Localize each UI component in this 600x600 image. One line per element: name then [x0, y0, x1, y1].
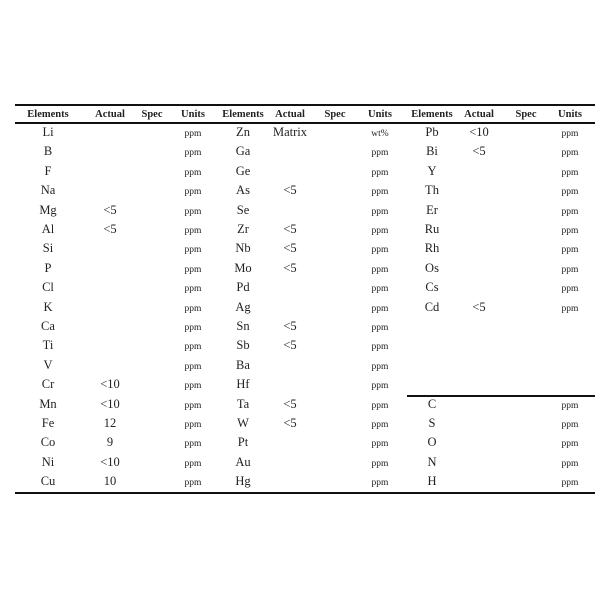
table-cell-units: ppm: [561, 439, 579, 450]
table-cell-actual: <5: [283, 183, 297, 198]
table-cell-units: ppm: [371, 148, 389, 159]
table-cell-element: As: [236, 183, 250, 198]
table-cell-element: Cs: [425, 280, 439, 295]
table-cell-element: Ni: [41, 454, 55, 469]
table-cell-element: Er: [426, 202, 438, 217]
table-cell-units: ppm: [371, 187, 389, 198]
column-header-element: Elements: [411, 109, 453, 120]
table-cell-units: ppm: [184, 478, 202, 489]
table-cell-units: ppm: [184, 206, 202, 217]
table-cell-units: ppm: [184, 323, 202, 333]
table-cell-actual: <5: [283, 319, 297, 333]
table-cell-units: ppm: [184, 420, 202, 430]
table-cell-element: Sb: [236, 338, 250, 353]
table-cell-element: C: [427, 396, 437, 411]
table-cell-units: ppm: [561, 420, 579, 430]
table-cell-units: ppm: [184, 284, 202, 295]
table-cell-actual: <5: [283, 222, 297, 236]
table-cell-element: Hf: [236, 377, 250, 392]
table-cell-element: Si: [42, 241, 54, 256]
table-cell-actual: <5: [472, 299, 486, 314]
table-cell-units: ppm: [561, 206, 579, 217]
table-cell-units: ppm: [371, 284, 389, 295]
table-cell-units: ppm: [184, 245, 202, 256]
table-cell-units: ppm: [371, 458, 389, 469]
column-header-spec: Spec: [515, 109, 537, 120]
table-cell-units: ppm: [184, 342, 202, 353]
table-cell-actual: <5: [103, 202, 117, 217]
table-cell-units: ppm: [371, 400, 389, 411]
table-cell-element: Cu: [40, 474, 56, 489]
table-cell-element: Ge: [235, 163, 251, 178]
table-cell-element: Al: [41, 222, 55, 236]
table-cell-units: ppm: [561, 187, 579, 198]
table-cell-units: ppm: [561, 400, 579, 411]
table-cell-units: ppm: [371, 245, 389, 256]
table-cell-element: Mo: [234, 260, 252, 275]
table-cell-element: Pb: [425, 125, 439, 139]
table-cell-units: ppm: [371, 303, 389, 314]
table-cell-element: Pt: [237, 435, 249, 450]
table-cell-element: Rh: [424, 241, 440, 256]
table-cell-units: ppm: [371, 206, 389, 217]
table-cell-units: ppm: [184, 458, 202, 469]
column-header-units: Units: [181, 109, 205, 120]
column-header-actual: Actual: [275, 109, 305, 120]
table-cell-units: ppm: [184, 187, 202, 198]
table-cell-element: Na: [40, 183, 56, 198]
table-cell-element: Y: [427, 163, 437, 178]
table-cell-units: ppm: [371, 420, 389, 430]
table-cell-element: F: [44, 163, 52, 178]
top-rule: [15, 104, 595, 106]
table-cell-element: Nb: [235, 241, 251, 256]
table-cell-element: Se: [236, 202, 250, 217]
table-cell-units: ppm: [561, 284, 579, 295]
column-header-element: Elements: [222, 109, 264, 120]
table-cell-actual: <5: [103, 222, 117, 236]
table-cell-units: wt%: [371, 129, 389, 139]
table-cell-element: Hg: [235, 474, 251, 489]
table-cell-actual: <5: [472, 144, 486, 159]
table-cell-element: Ti: [42, 338, 54, 353]
bottom-rule: [15, 492, 595, 494]
table-cell-units: ppm: [561, 478, 579, 489]
table-cell-actual: 12: [103, 416, 117, 430]
table-cell-units: ppm: [371, 439, 389, 450]
table-cell-units: ppm: [371, 226, 389, 236]
table-cell-element: Li: [42, 125, 54, 139]
table-cell-units: ppm: [184, 148, 202, 159]
header-rule: [15, 122, 595, 124]
table-cell-element: Ga: [235, 144, 251, 159]
table-cell-actual: <10: [100, 377, 120, 392]
table-cell-element: Zr: [237, 222, 249, 236]
table-cell-element: Ta: [236, 396, 250, 411]
table-cell-element: W: [237, 416, 249, 430]
table-cell-element: Ag: [235, 299, 251, 314]
column-header-actual: Actual: [464, 109, 494, 120]
table-cell-element: K: [43, 299, 53, 314]
column-header-element: Elements: [27, 109, 69, 120]
table-cell-element: S: [428, 416, 436, 430]
table-cell-element: Cd: [424, 299, 440, 314]
table-cell-element: Au: [235, 454, 251, 469]
table-cell-units: ppm: [184, 167, 202, 178]
table-cell-units: ppm: [561, 245, 579, 256]
table-cell-actual: <5: [283, 241, 297, 256]
column-header-units: Units: [558, 109, 582, 120]
table-cell-element: Fe: [41, 416, 55, 430]
table-cell-actual: 9: [106, 435, 114, 450]
table-cell-element: Ca: [41, 319, 55, 333]
table-cell-actual: <10: [469, 125, 489, 139]
table-cell-element: Ba: [236, 357, 250, 372]
table-cell-units: ppm: [184, 361, 202, 372]
table-cell-element: O: [427, 435, 437, 450]
table-cell-units: ppm: [184, 264, 202, 275]
table-cell-actual: Matrix: [272, 125, 308, 139]
table-cell-element: Zn: [236, 125, 250, 139]
table-cell-element: Th: [425, 183, 439, 198]
table-cell-units: ppm: [561, 303, 579, 314]
table-cell-element: P: [44, 260, 52, 275]
table-cell-element: Os: [425, 260, 439, 275]
table-cell-units: ppm: [184, 226, 202, 236]
table-cell-element: B: [43, 144, 53, 159]
table-cell-units: ppm: [561, 129, 579, 139]
table-cell-units: ppm: [371, 264, 389, 275]
table-cell-units: ppm: [561, 167, 579, 178]
table-cell-units: ppm: [184, 303, 202, 314]
table-cell-actual: <10: [100, 454, 120, 469]
table-cell-actual: <5: [283, 260, 297, 275]
column-header-spec: Spec: [324, 109, 346, 120]
table-cell-element: Co: [40, 435, 56, 450]
table-cell-element: Mg: [39, 202, 57, 217]
table-cell-actual: <10: [100, 396, 120, 411]
table-cell-element: V: [43, 357, 53, 372]
table-cell-units: ppm: [184, 400, 202, 411]
table-cell-units: ppm: [371, 381, 389, 392]
table-cell-element: Pd: [236, 280, 250, 295]
table-cell-units: ppm: [371, 323, 389, 333]
table-cell-actual: <5: [283, 416, 297, 430]
table-cell-element: Cl: [42, 280, 54, 295]
table-cell-actual: <5: [283, 338, 297, 353]
table-cell-units: ppm: [561, 264, 579, 275]
table-cell-units: ppm: [371, 478, 389, 489]
table-cell-actual: <5: [283, 396, 297, 411]
column-header-actual: Actual: [95, 109, 125, 120]
table-cell-units: ppm: [371, 361, 389, 372]
table-cell-units: ppm: [371, 167, 389, 178]
table-cell-element: Ru: [424, 222, 440, 236]
table-cell-element: Mn: [39, 396, 57, 411]
table-cell-units: ppm: [561, 226, 579, 236]
column-header-spec: Spec: [141, 109, 163, 120]
table-cell-units: ppm: [371, 342, 389, 353]
table-cell-element: Bi: [426, 144, 438, 159]
table-cell-units: ppm: [561, 458, 579, 469]
table-cell-units: ppm: [184, 381, 202, 392]
table-cell-element: H: [427, 474, 437, 489]
table-cell-element: N: [427, 454, 437, 469]
table-cell-element: Sn: [236, 319, 250, 333]
table-cell-units: ppm: [561, 148, 579, 159]
table-cell-actual: 10: [103, 474, 117, 489]
column-header-units: Units: [368, 109, 392, 120]
table-cell-units: ppm: [184, 439, 202, 450]
table-cell-units: ppm: [184, 129, 202, 139]
table-cell-element: Cr: [41, 377, 55, 392]
